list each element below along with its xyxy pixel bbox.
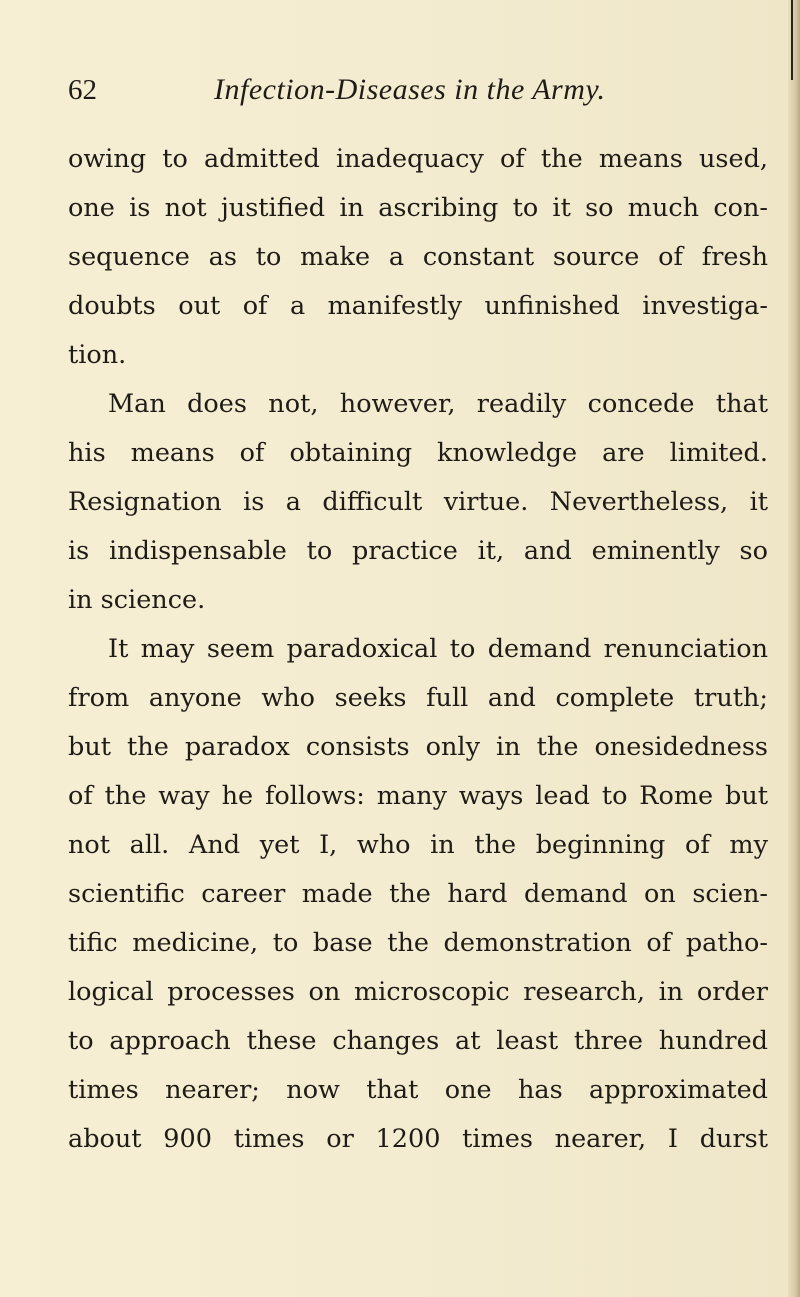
page-edge — [788, 0, 800, 1297]
text-line: tion. — [68, 340, 127, 370]
running-title: Infection-Diseases in the Army. — [214, 73, 606, 106]
text-line: Man does not, however, readily concede that — [108, 389, 768, 419]
text-line: scientific career made the hard demand on scien- — [68, 879, 768, 909]
text-line: tific medicine, to base the demonstration of patho- — [68, 928, 768, 958]
text-line: about 900 times or 1200 times nearer, I durst — [68, 1124, 768, 1154]
text-line: in science. — [68, 585, 206, 615]
text-line: but the paradox consists only in the onesidedness — [68, 732, 768, 762]
text-line: is indispensable to practice it, and eminently so — [68, 536, 768, 566]
text-line: one is not justified in ascribing to it so much con- — [68, 193, 768, 223]
text-line: doubts out of a manifestly unfinished investiga- — [68, 291, 768, 321]
body-text — [68, 135, 768, 1164]
page-number: 62 — [68, 74, 97, 106]
page-header — [68, 70, 768, 110]
text-line: of the way he follows: many ways lead to Rome but — [68, 781, 768, 811]
text-line: not all. And yet I, who in the beginning of my — [68, 830, 768, 860]
text-line: to approach these changes at least three hundred — [68, 1026, 768, 1056]
text-line: owing to admitted inadequacy of the means used, — [68, 144, 768, 174]
text-line: Resignation is a difficult virtue. Nevertheless, it — [68, 487, 768, 517]
text-line: logical processes on microscopic research, in order — [68, 977, 768, 1007]
text-line: from anyone who seeks full and complete truth; — [68, 683, 768, 713]
text-line: It may seem paradoxical to demand renunciation — [108, 634, 768, 664]
text-line: sequence as to make a constant source of fresh — [68, 242, 768, 272]
text-line: his means of obtaining knowledge are limited. — [68, 438, 768, 468]
text-line: times nearer; now that one has approximated — [68, 1075, 768, 1105]
